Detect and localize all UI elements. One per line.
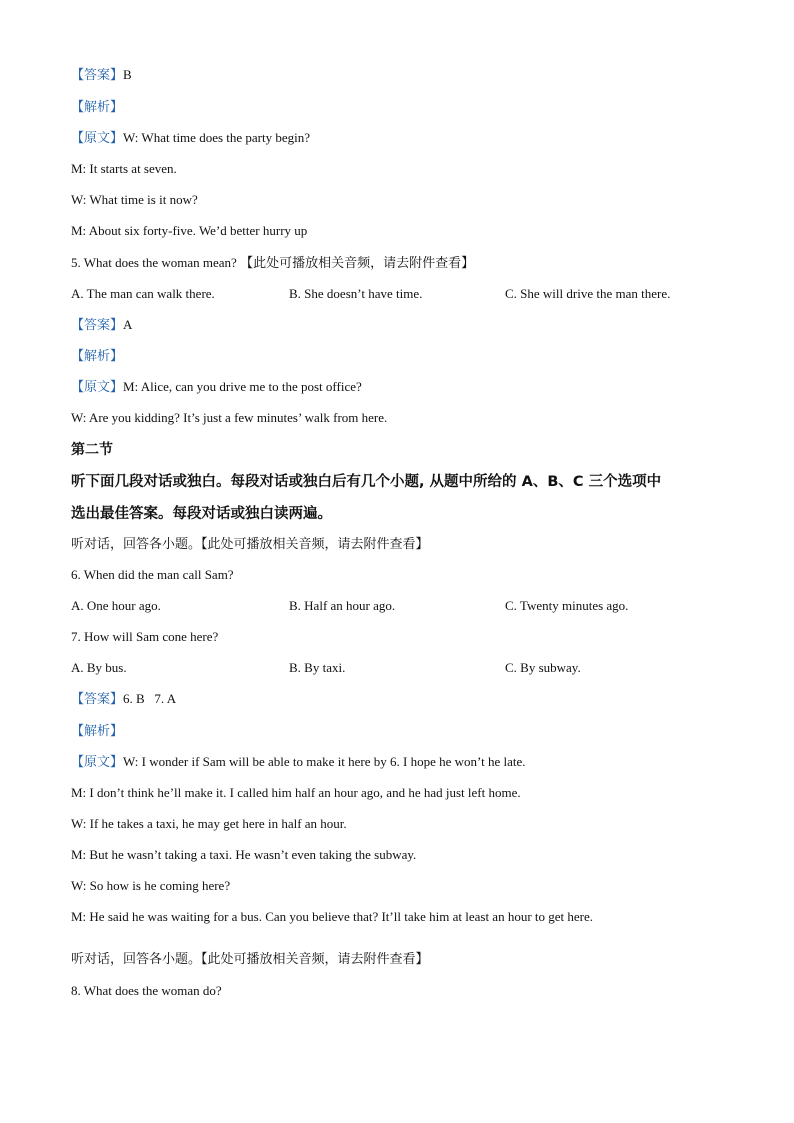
- transcript-text: W: I wonder if Sam will be able to make it here by 6. I hope he won’t he late.: [123, 754, 526, 769]
- answer-value: 6. B 7. A: [123, 691, 177, 706]
- option-b: B. She doesn’t have time.: [289, 286, 423, 301]
- transcript-line: M: It starts at seven.: [71, 161, 177, 176]
- instructions-line-2: 选出最佳答案。每段对话或独白读两遍。: [71, 506, 332, 522]
- analysis-tag: 【解析】: [71, 723, 124, 738]
- question-5: 5. What does the woman mean? 【此处可播放相关音频，请去附件查看】: [71, 255, 475, 270]
- transcript-line: M: About six forty-five. We’d better hurry up: [71, 223, 308, 238]
- transcript-text: M: Alice, can you drive me to the post office?: [123, 379, 362, 394]
- transcript-line: W: If he takes a taxi, he may get here in half an hour.: [71, 816, 347, 831]
- transcript-tag: 【原文】: [71, 379, 124, 394]
- section-title: 第二节: [71, 442, 113, 458]
- transcript-line: W: What time is it now?: [71, 192, 198, 207]
- option-a: A. One hour ago.: [71, 598, 161, 613]
- analysis-tag: 【解析】: [71, 99, 124, 114]
- transcript-tag: 【原文】: [71, 754, 124, 769]
- transcript-line: [71, 129, 310, 147]
- instructions-line-1: 听下面几段对话或独白。每段对话或独白后有几个小题, 从题中所给的 A、B、C 三个选项中: [71, 474, 662, 490]
- transcript-line: [71, 753, 526, 771]
- answer-line-q6-7: [71, 690, 176, 708]
- transcript-line: W: So how is he coming here?: [71, 878, 231, 893]
- transcript-tag: 【原文】: [71, 130, 124, 145]
- option-b: B. Half an hour ago.: [289, 598, 396, 613]
- listen-prompt: 听对话，回答各小题。【此处可播放相关音频，请去附件查看】: [71, 951, 429, 966]
- answer-line-q4: [71, 66, 132, 84]
- option-c: C. Twenty minutes ago.: [505, 598, 629, 613]
- answer-tag: 【答案】: [71, 691, 124, 706]
- question-6: 6. When did the man call Sam?: [71, 567, 234, 582]
- question-7: 7. How will Sam cone here?: [71, 629, 219, 644]
- transcript-text: W: What time does the party begin?: [123, 130, 311, 145]
- transcript-line: M: He said he was waiting for a bus. Can you believe that? It’ll take him at least an hour to get here.: [71, 909, 594, 924]
- answer-tag: 【答案】: [71, 67, 124, 82]
- answer-value: B: [123, 67, 132, 82]
- transcript-line: M: But he wasn’t taking a taxi. He wasn’t even taking the subway.: [71, 847, 417, 862]
- transcript-line: [71, 378, 362, 396]
- option-c: C. By subway.: [505, 660, 581, 675]
- listen-prompt: 听对话，回答各小题。【此处可播放相关音频，请去附件查看】: [71, 536, 429, 551]
- question-8: 8. What does the woman do?: [71, 983, 222, 998]
- option-a: A. The man can walk there.: [71, 286, 215, 301]
- answer-line-q5: [71, 316, 132, 334]
- transcript-line: M: I don’t think he’ll make it. I called him half an hour ago, and he had just left home.: [71, 785, 521, 800]
- answer-tag: 【答案】: [71, 317, 124, 332]
- option-a: A. By bus.: [71, 660, 127, 675]
- analysis-tag: 【解析】: [71, 348, 124, 363]
- transcript-line: W: Are you kidding? It’s just a few minutes’ walk from here.: [71, 410, 388, 425]
- option-c: C. She will drive the man there.: [505, 286, 671, 301]
- option-b: B. By taxi.: [289, 660, 346, 675]
- answer-value: A: [123, 317, 133, 332]
